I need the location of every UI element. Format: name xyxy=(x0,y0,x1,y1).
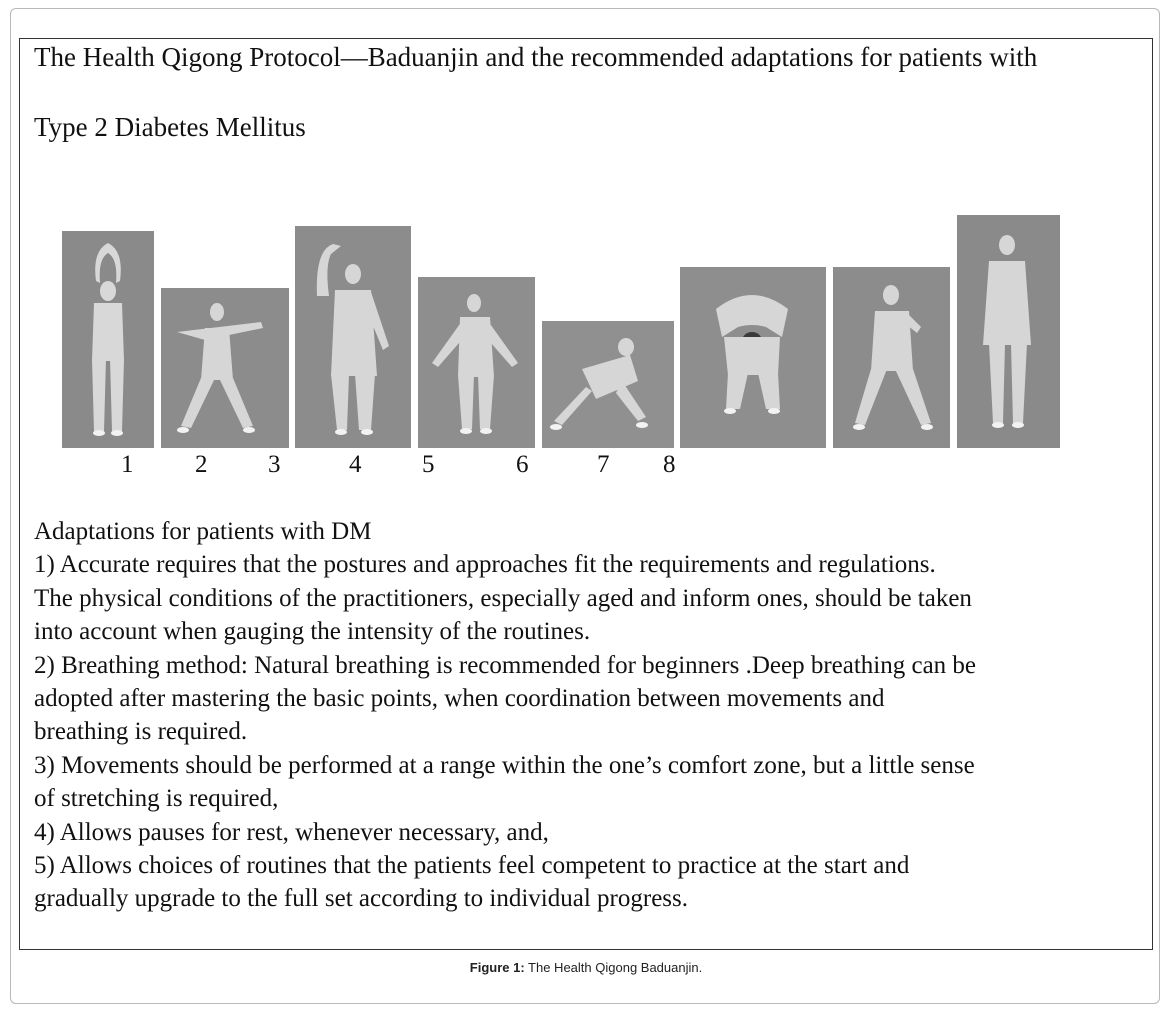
adaptation-line: gradually upgrade to the full set according to individual progress. xyxy=(34,885,688,913)
adaptation-line: into account when gauging the intensity of the routines. xyxy=(34,618,591,646)
posture-photo-2 xyxy=(161,288,289,448)
posture-photo-6 xyxy=(680,267,826,448)
figure-title-line-2: Type 2 Diabetes Mellitus xyxy=(34,112,306,142)
adaptation-line: 2) Breathing method: Natural breathing is recommended for beginners .Deep breathing can be xyxy=(34,651,977,679)
posture-number-8: 8 xyxy=(663,451,676,478)
posture-number-2: 2 xyxy=(195,451,208,478)
figure-title-line-1: The Health Qigong Protocol—Baduanjin and the recommended adaptations for patients with xyxy=(34,42,1038,72)
posture-number-5: 5 xyxy=(422,451,435,478)
adaptation-line: of stretching is required, xyxy=(34,785,279,813)
posture-number-7: 7 xyxy=(597,451,610,478)
posture-number-6: 6 xyxy=(516,451,529,478)
posture-photo-5 xyxy=(542,321,674,448)
posture-number-1: 1 xyxy=(121,451,134,478)
adaptations-section xyxy=(34,515,1144,916)
posture-photo-4 xyxy=(418,277,535,448)
posture-number-4: 4 xyxy=(349,451,362,478)
posture-photo-7 xyxy=(833,267,950,448)
adaptation-line: 3) Movements should be performed at a range within the one’s comfort zone, but a little sense xyxy=(34,751,975,779)
adaptation-line: The physical conditions of the practitioners, especially aged and inform ones, should be taken xyxy=(34,584,972,612)
posture-photo-1 xyxy=(62,231,154,448)
posture-number-3: 3 xyxy=(268,451,281,478)
adaptation-line: breathing is required. xyxy=(34,718,248,746)
posture-photo-8 xyxy=(957,215,1060,448)
adaptation-line: 1) Accurate requires that the postures and approaches fit the requirements and regulations. xyxy=(34,551,936,579)
posture-photo-3 xyxy=(295,226,411,448)
adaptation-line: 5) Allows choices of routines that the patients feel competent to practice at the start and xyxy=(34,852,910,880)
figure-caption xyxy=(0,960,1172,975)
figure-caption-label: Figure 1: xyxy=(469,960,525,975)
adaptations-heading: Adaptations for patients with DM xyxy=(34,518,372,545)
adaptation-line: adopted after mastering the basic points, when coordination between movements and xyxy=(34,685,885,713)
figure-caption-text: The Health Qigong Baduanjin. xyxy=(524,960,703,975)
adaptation-line: 4) Allows pauses for rest, whenever necessary, and, xyxy=(34,818,549,846)
